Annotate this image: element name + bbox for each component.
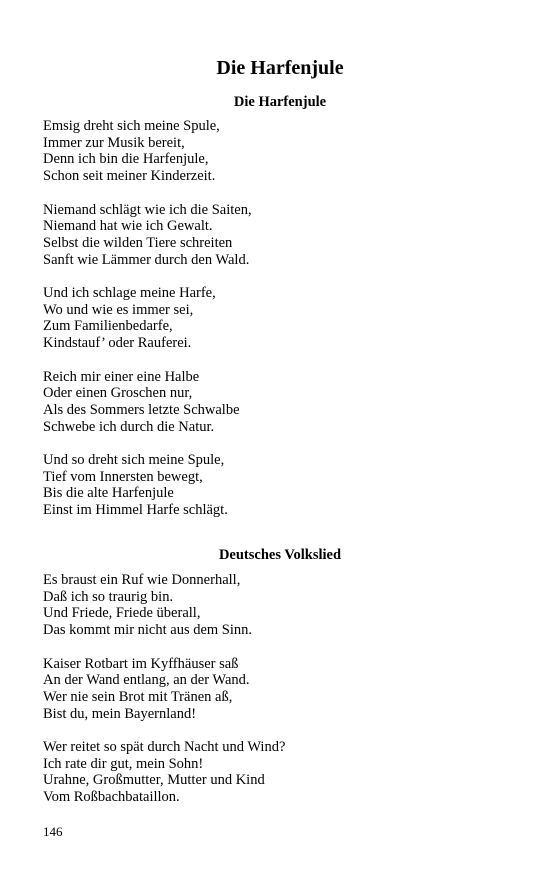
stanza [43, 656, 513, 723]
poem-line: Schwebe ich durch die Natur. [43, 418, 215, 435]
poem-line: Daß ich so traurig bin. [43, 588, 174, 605]
poem-line: Urahne, Großmutter, Mutter und Kind [43, 772, 265, 789]
poem-line: Kindstauf’ oder Rauferei. [43, 335, 192, 352]
poem-line: Das kommt mir nicht aus dem Sinn. [43, 622, 253, 639]
stanza [43, 369, 513, 436]
poem-line: Und so dreht sich meine Spule, [43, 452, 225, 468]
stanza [43, 452, 513, 519]
poem-harfenjule [43, 118, 513, 519]
poem-line: Niemand schlägt wie ich die Saiten, [43, 201, 252, 218]
poem-line: Reich mir einer eine Halbe [43, 368, 200, 385]
section-title-harfenjule: Die Harfenjule [233, 94, 327, 110]
poem-line: Und Friede, Friede überall, [43, 605, 201, 622]
poem-line: Kaiser Rotbart im Kyffhäuser saß [43, 655, 239, 672]
poem-line: Einst im Himmel Harfe schlägt. [43, 502, 228, 519]
poem-line: Oder einen Groschen nur, [43, 385, 193, 402]
poem-line: Vom Roßbachbataillon. [43, 789, 180, 806]
poem-line: Bis die alte Harfenjule [43, 485, 174, 502]
poem-line: Ich rate dir gut, mein Sohn! [43, 755, 204, 772]
poem-line: An der Wand entlang, an der Wand. [43, 672, 250, 689]
poem-line: Wer reitet so spät durch Nacht und Wind? [43, 739, 286, 755]
stanza [43, 572, 513, 639]
poem-line: Es braust ein Ruf wie Donnerhall, [43, 572, 241, 588]
stanza [43, 285, 513, 352]
poem-line: Und ich schlage meine Harfe, [43, 285, 216, 301]
poem-line: Schon seit meiner Kinderzeit. [43, 168, 216, 185]
poem-line: Emsig dreht sich meine Spule, [43, 118, 220, 134]
section-title-volkslied: Deutsches Volkslied [218, 547, 342, 563]
page-number: 146 [43, 824, 63, 839]
stanza [43, 739, 513, 806]
poem-line: Niemand hat wie ich Gewalt. [43, 218, 213, 235]
poem-line: Immer zur Musik bereit, [43, 134, 185, 151]
poem-line: Denn ich bin die Harfenjule, [43, 151, 209, 168]
poem-line: Zum Familienbedarfe, [43, 318, 173, 335]
poem-volkslied [43, 572, 513, 806]
stanza [43, 118, 513, 185]
poem-line: Wer nie sein Brot mit Tränen aß, [43, 688, 233, 705]
poem-line: Selbst die wilden Tiere schreiten [43, 234, 233, 251]
poem-line: Bist du, mein Bayernland! [43, 705, 197, 722]
poem-line: Sanft wie Lämmer durch den Wald. [43, 251, 250, 268]
page-title: Die Harfenjule [216, 57, 344, 79]
stanza [43, 202, 513, 269]
poem-line: Tief vom Innersten bewegt, [43, 468, 203, 485]
poem-line: Als des Sommers letzte Schwalbe [43, 401, 240, 418]
poem-line: Wo und wie es immer sei, [43, 301, 194, 318]
